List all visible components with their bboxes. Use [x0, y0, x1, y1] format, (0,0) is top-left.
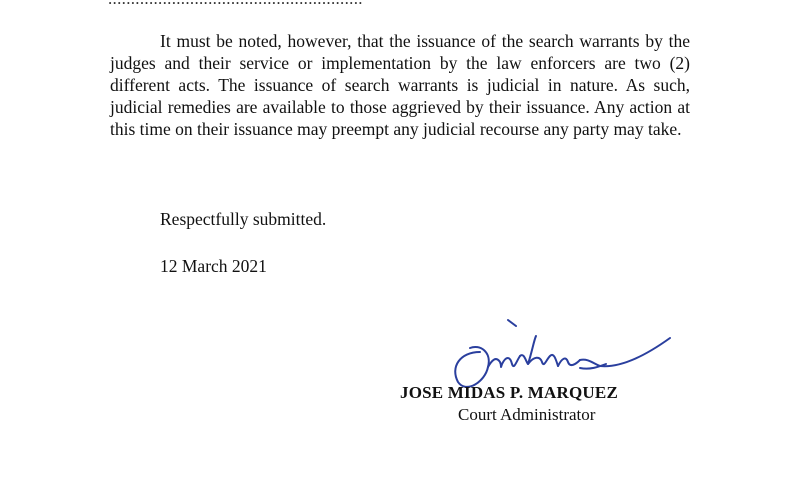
document-date: 12 March 2021: [160, 256, 267, 276]
signatory-name: JOSE MIDAS P. MARQUEZ: [400, 383, 618, 402]
closing-line: Respectfully submitted.: [160, 209, 327, 229]
cut-off-text-line: [108, 0, 578, 6]
body-paragraph: It must be noted, however, that the issuance of the search warrants by the judges and their service or implementation by the law enforcers are two (2) different acts. The issuance of search warrants is judicial in nature. As such, judicial remedies are available to those aggrieved by their issuance. Any action at this time on their issuance may preempt any judicial recourse any party may take.: [110, 31, 690, 139]
signatory-title: Court Administrator: [458, 405, 596, 424]
